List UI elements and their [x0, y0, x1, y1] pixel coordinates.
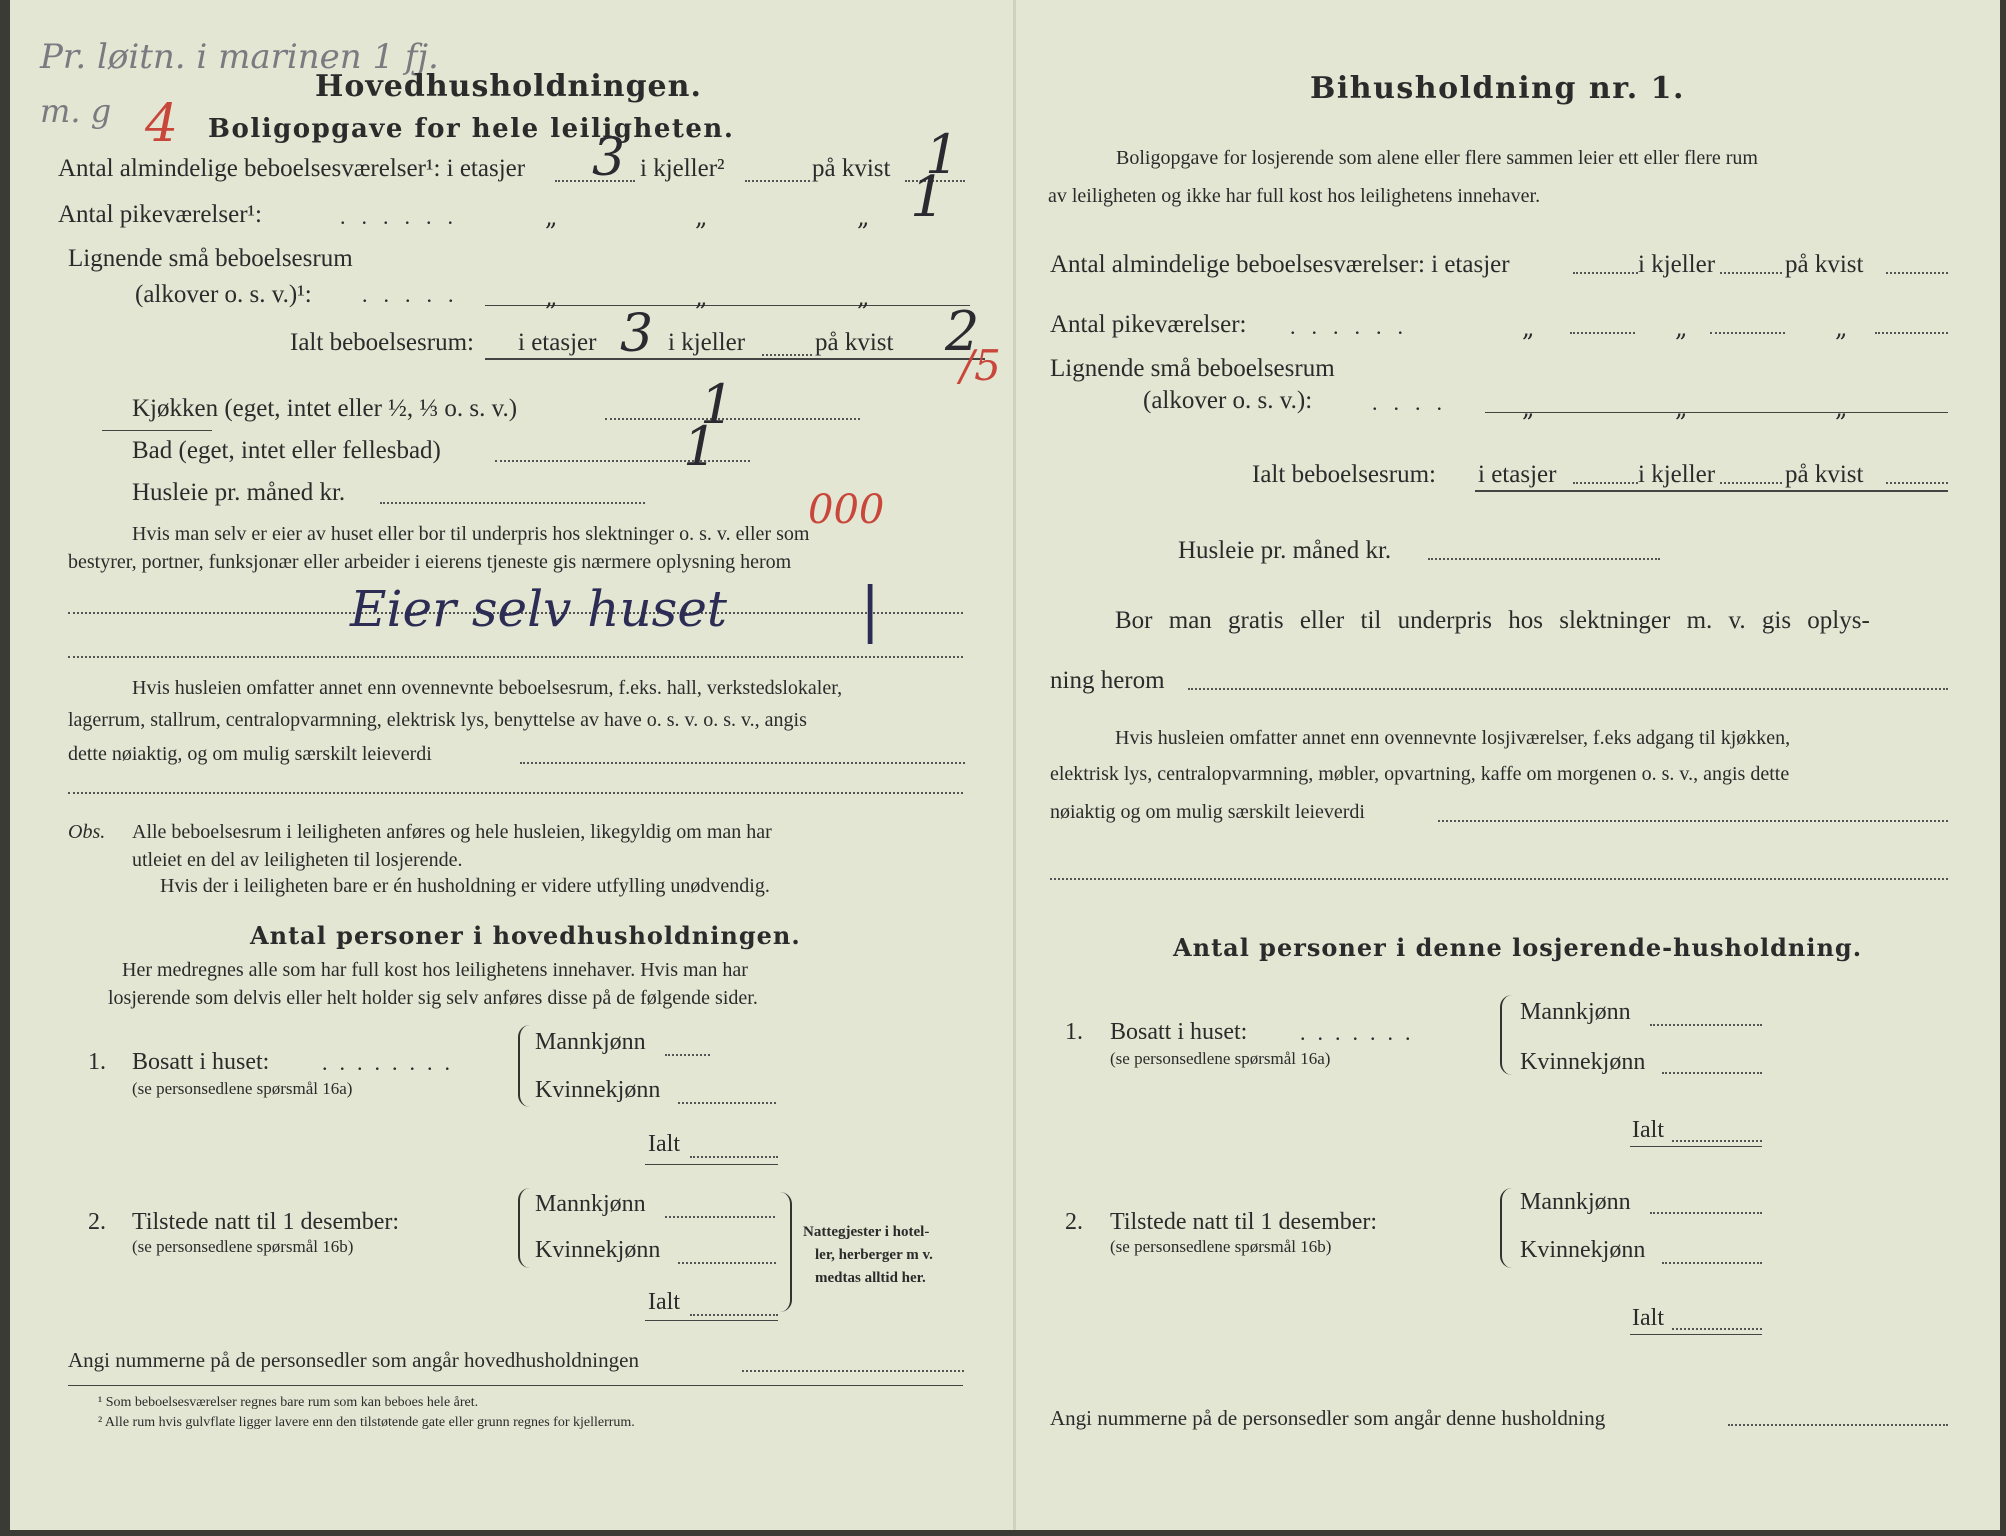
ialt-label: Ialt beboelsesrum:: [290, 329, 474, 356]
footnote-1: ¹ Som beboelsesværelser regnes bare rum som kan beboes hele året.: [98, 1395, 479, 1410]
footnote-2: ² Alle rum hvis gulvflate ligger lavere enn den tilstøtende gate eller grunn regnes for kjellerrum.: [98, 1415, 635, 1430]
handwritten-mg: m. g: [40, 92, 112, 130]
pike-kvist-value: 1: [910, 165, 946, 230]
left-subtitle: Boligopgave for hele leiligheten.: [208, 114, 735, 144]
pike-label: Antal pikeværelser¹:: [58, 201, 262, 228]
right-title: Bihusholdning nr. 1.: [1310, 71, 1685, 106]
husleie-red-zeros: 000: [808, 487, 885, 533]
husleie-label: Husleie pr. måned kr.: [132, 479, 346, 506]
rooms-kvist-value: 1: [925, 123, 960, 186]
obs-label: Obs.: [68, 821, 106, 843]
ialt-etasjer-value: 3: [620, 304, 654, 364]
right-angi: Angi nummerne på de personsedler som angår denne husholdning: [1050, 1406, 1606, 1430]
husleie-field[interactable]: [380, 502, 645, 504]
left-title: Hovedhusholdningen.: [315, 69, 702, 104]
kjokken-value: 1: [700, 373, 735, 436]
right-persons-title: Antal personer i denne losjerende-husholdning.: [1173, 933, 1863, 962]
handwritten-red-four: 4: [145, 94, 179, 154]
lignende-sublabel: (alkover o. s. v.)¹:: [135, 281, 312, 308]
right-pike-label: Antal pikeværelser:: [1050, 311, 1247, 338]
ialt-red-note: /5: [960, 341, 1001, 390]
rooms-etasjer-value: 3: [592, 128, 626, 188]
lignende-label: Lignende små beboelsesrum: [68, 245, 353, 272]
ialt-kvist-value: 2: [945, 300, 980, 363]
rooms-label: Antal almindelige beboelsesværelser¹: i etasjer: [58, 155, 526, 182]
rooms-kjeller-label: i kjeller²: [640, 155, 725, 182]
eier-handwritten: Eier selv huset: [350, 580, 728, 638]
right-rooms-label: Antal almindelige beboelsesværelser: i etasjer: [1050, 251, 1510, 278]
bad-value: 1: [683, 415, 718, 478]
kjokken-label: Kjøkken (eget, intet eller ½, ⅓ o. s. v.): [132, 395, 518, 422]
right-ialt-label: Ialt beboelsesrum:: [1252, 461, 1436, 488]
rooms-kvist-label: på kvist: [812, 155, 891, 182]
page-fold: [1013, 0, 1016, 1530]
left-persons-title: Antal personer i hovedhusholdningen.: [250, 921, 801, 950]
right-husleie-label: Husleie pr. måned kr.: [1178, 537, 1392, 564]
census-form-sheet: Pr. løitn. i marinen 1 fj. m. g 4 Hovedhusholdningen. Boligopgave for hele leiligheten. Antal almindelige beboelsesværelser¹: i etasjer 3 i kjeller² på kvist 1 Antal pikeværelser¹: ...... „ „ „ 1 Lignende små beboelsesrum (alkover o. s. v.)¹: ..... „ „ „ Ialt beboelsesrum: i etasjer 3 i kjeller på kvist 2 /5 Kjøkken (eget, intet eller ½, ⅓ o. s. v.) 1 Bad (eget, intet eller fellesbad) 1 Husleie pr. måned kr. 000 Hvis man selv er eier av huset eller bor til underpris hos slektninger o. s. v. eller som bestyrer, portner, funksjonær eller arbeider i eierens tjeneste gis nærmere oplysning herom Eier selv huset | Hvis husleien omfatter annet enn ovennevnte beboelsesrum, f.eks. hall, verkstedslokaler, lagerrum, stallrum, centralopvarmning, elektrisk lys, benyttelse av have o. s. v. o. s. v., angis dette nøiaktig, og om mulig særskilt leieverdi Obs. Alle beboelsesrum i leiligheten anføres og hele husleien, likegyldig om man har utleiet en del av leiligheten til losjerende. Hvis der i leiligheten bare er én husholdning er videre utfylling unødvendig. Antal personer i hovedhusholdningen. Her medregnes alle som har full kost hos leilighetens innehaver. Hvis man har losjerende som delvis eller helt holder sig selv anføres disse på de følgende sider. 1. Bosatt i huset: ........ (se personsedlene spørsmål 16a) Mannkjønn Kvinnekjønn Ialt 2. Tilstede natt til 1 desember: (se personsedlene spørsmål 16b) Mannkjønn Kvinnekjønn Ialt Nattegjester i hotel- ler, herberger m v. medtas alltid her. Angi nummerne på de personsedler som angår hovedhusholdningen ¹ Som beboelsesværelser regnes bare rum som kan beboes hele året. ² Alle rum hvis gulvflate ligger lavere enn den tilstøtende gate eller grunn regnes for kjellerrum. Bihusholdning nr. 1. Boligopgave for losjerende som alene eller flere sammen leier ett eller flere rum av leiligheten og ikke har full kost hos leilighetens innehaver. Antal almindelige beboelsesværelser: i etasjer i kjeller på kvist Antal pikeværelser: ...... „ „ „ Lignende små beboelsesrum (alkover o. s. v.): .... „ „ „ Ialt beboelsesrum: i etasjer i kjeller på kvist Husleie pr. måned kr. Bor man gratis eller til underpris hos slektninger m. v. gis oplys- ning herom Hvis husleien omfatter annet enn ovennevnte losjiværelser, f.eks adgang til kjøkken, elektrisk lys, centralopvarmning, møbler, opvartning, kaffe om morgenen o. s. v., angis dette nøiaktig og om mulig særskilt leieverdi Antal personer i denne losjerende-husholdning. 1. Bosatt i huset: ....... (se personsedlene spørsmål 16a) Mannkjønn Kvinnekjønn Ialt 2. Tilstede natt til 1 desember: (se personsedlene spørsmål 16b) Mannkjønn Kvinnekjønn Ialt Angi nummerne på de personsedler som angår denne husholdning: [10, 0, 2000, 1530]
lignende-field[interactable]: [485, 305, 970, 306]
bad-label: Bad (eget, intet eller fellesbad): [132, 437, 441, 464]
rooms-kjeller-field[interactable]: [745, 180, 810, 182]
left-angi: Angi nummerne på de personsedler som angår hovedhusholdningen: [68, 1348, 639, 1372]
handwritten-occupation: Pr. løitn. i marinen 1 fj.: [40, 37, 439, 77]
